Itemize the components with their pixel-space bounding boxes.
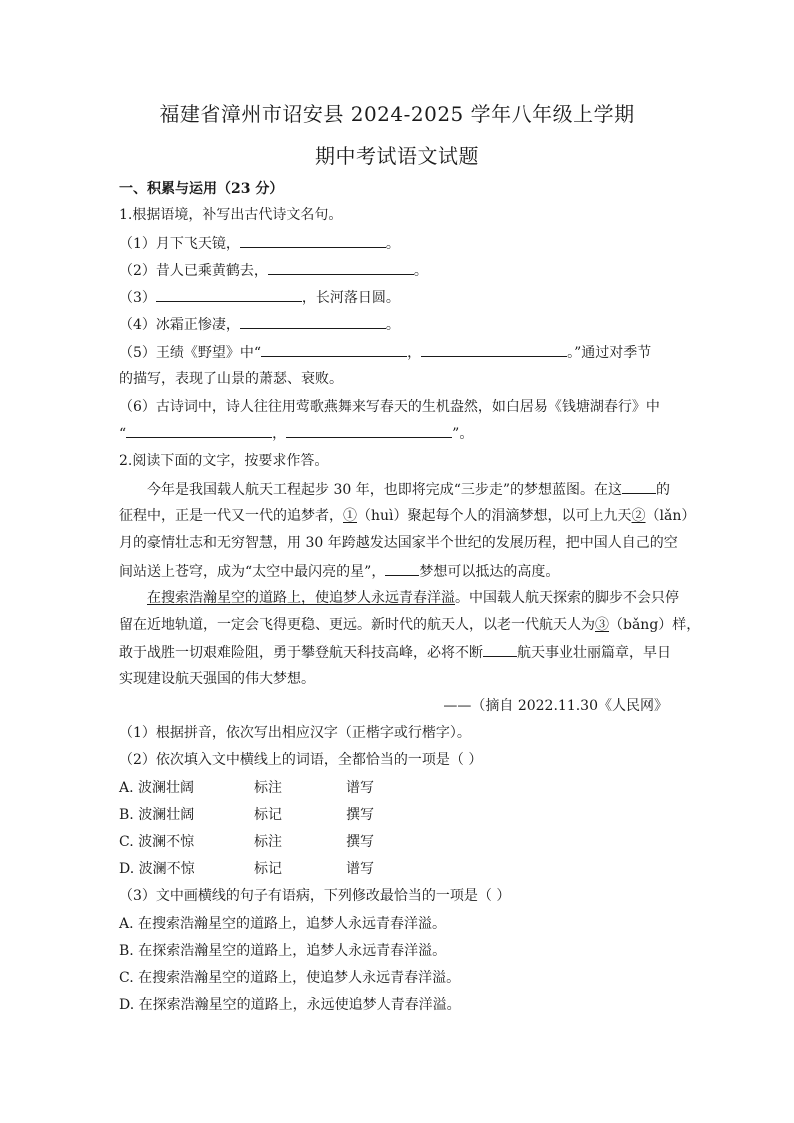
option-c[interactable]: C. 波澜不惊 标注 撰写 (119, 834, 374, 850)
answer-blank[interactable] (483, 643, 517, 657)
question-1-item-6: （6）古诗词中，诗人往往用莺歌燕舞来写春天的生机盎然，如白居易《钱塘湖春行》中 (119, 399, 660, 415)
option-b[interactable]: B. 在探索浩瀚星空的道路上，追梦人永远青春洋溢。 (119, 943, 447, 959)
answer-blank[interactable] (126, 424, 272, 438)
answer-blank[interactable] (268, 261, 414, 275)
sub-question-3: （3）文中画横线的句子有语病，下列修改最恰当的一项是（ ） (119, 888, 511, 904)
source-citation: ——（摘自 2022.11.30《人民网》 (443, 698, 668, 714)
page-title-line1: 福建省漳州市诏安县 2024-2025 学年八年级上学期 (159, 102, 635, 126)
option-a[interactable]: A. 波澜壮阔 标注 谱写 (119, 780, 374, 796)
question-1-item-5: （5）王绩《野望》中“ ， 。”通过对季节 (119, 345, 652, 361)
answer-blank[interactable] (286, 424, 452, 438)
passage-p1-line3: 月的豪情壮志和无穷智慧，用 30 年跨越发达国家半个世纪的发展历程，把中国人自己的空 (119, 535, 678, 551)
question-1-item-3: （3） ，长河落日圆。 (119, 290, 400, 306)
question-1-stem: 1.根据语境，补写出古代诗文名句。 (119, 207, 343, 223)
sub-question-1: （1）根据拼音，依次写出相应汉字（正楷字或行楷字）。 (119, 725, 471, 741)
answer-blank[interactable] (421, 343, 567, 357)
option-b[interactable]: B. 波澜壮阔 标记 撰写 (119, 807, 374, 823)
passage-p1-line1: 今年是我国载人航天工程起步 30 年，也即将完成“三步走”的梦想蓝图。在这 的 (147, 482, 671, 498)
page-title-line2: 期中考试语文试题 (315, 144, 479, 168)
question-1-item-6-cont: “ ， ”。 (119, 426, 474, 442)
passage-p2-line1: 在搜索浩瀚星空的道路上，使追梦人永远青春洋溢。中国载人航天探索的脚步不会只停 (147, 590, 679, 606)
passage-p1-line4: 间站送上苍穹，成为“太空中最闪亮的星”， 梦想可以抵达的高度。 (119, 564, 560, 580)
passage-p2-line3: 敢于战胜一切艰难险阻，勇于攀登航天科技高峰，必将不断 航天事业壮丽篇章，早日 (119, 645, 671, 661)
option-a[interactable]: A. 在搜索浩瀚星空的道路上，追梦人永远青春洋溢。 (119, 916, 447, 932)
answer-blank[interactable] (240, 315, 386, 329)
question-1-item-1: （1）月下飞天镜， 。 (119, 236, 400, 252)
question-1-item-2: （2）昔人已乘黄鹤去， 。 (119, 263, 428, 279)
section-heading: 一、积累与运用（23 分） (119, 181, 284, 197)
sub-question-2: （2）依次填入文中横线上的词语，全都恰当的一项是（ ） (119, 752, 483, 768)
answer-blank[interactable] (622, 480, 656, 494)
option-d[interactable]: D. 在探索浩瀚星空的道路上，永远使追梦人青春洋溢。 (119, 997, 461, 1013)
answer-blank[interactable] (156, 288, 302, 302)
option-c[interactable]: C. 在搜索浩瀚星空的道路上，使追梦人永远青春洋溢。 (119, 970, 461, 986)
answer-blank[interactable] (261, 343, 407, 357)
question-1-item-4: （4）冰霜正惨凄， 。 (119, 317, 400, 333)
passage-p2-line2: 留在近地轨道，一定会飞得更稳、更远。新时代的航天人，以老一代航天人为③（bǎng）样， (119, 617, 701, 633)
passage-p1-line2: 征程中，正是一代又一代的追梦者，①（huì）聚起每个人的涓滴梦想，以可上九天②（lǎn） (119, 508, 696, 524)
answer-blank[interactable] (240, 234, 386, 248)
option-d[interactable]: D. 波澜不惊 标记 谱写 (119, 861, 374, 877)
question-1-item-5-cont: 的描写，表现了山景的萧瑟、衰败。 (119, 371, 343, 387)
underlined-sentence: 在搜索浩瀚星空的道路上，使追梦人永远青春洋溢 (147, 590, 455, 606)
passage-p2-line4: 实现建设航天强国的伟大梦想。 (119, 671, 315, 687)
question-2-stem: 2.阅读下面的文字，按要求作答。 (119, 453, 329, 469)
answer-blank[interactable] (385, 562, 419, 576)
